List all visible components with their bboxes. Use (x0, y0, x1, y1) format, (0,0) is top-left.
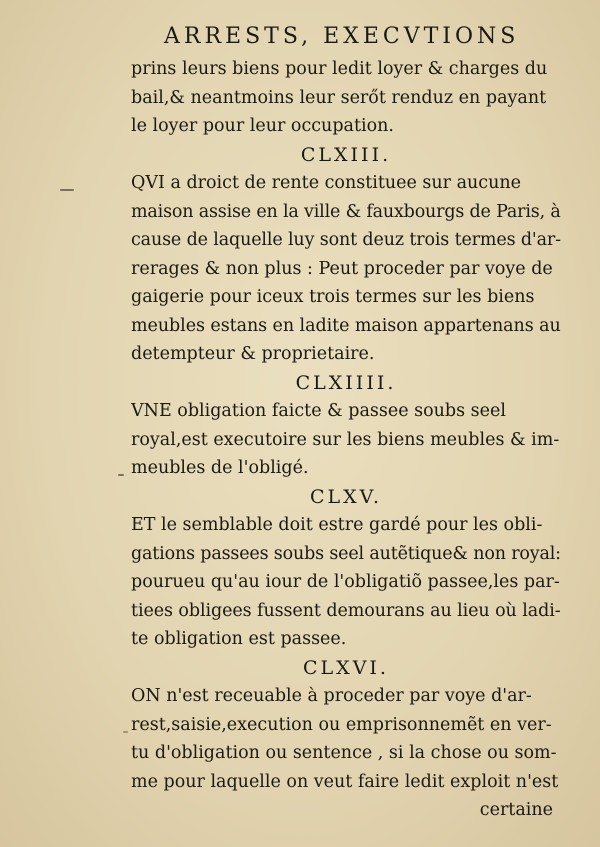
margin-mark (60, 189, 74, 191)
text-line: detempteur & proprietaire. (131, 344, 375, 364)
text-line: meubles de l'obligé. (131, 458, 309, 478)
margin-mark (123, 731, 128, 733)
text-line: royal,est executoire sur les biens meubles & im- (131, 429, 560, 450)
text-line: me pour laquelle on veut faire ledit exploit n'est (131, 771, 559, 792)
text-line: tiees obligees fussent demourans au lieu où ladi- (131, 600, 561, 621)
text-line: meubles estans en ladite maison appartenans au (131, 315, 561, 336)
text-line: ET le semblable doit estre gardé pour les obli- (131, 515, 543, 535)
body-text (131, 55, 561, 825)
text-line: gaigerie pour iceux trois termes sur les biens (131, 287, 535, 307)
text-line: prins leurs biens pour ledit loyer & charges du (131, 59, 548, 79)
text-line: cause de laquelle luy sont deuz trois termes d'ar- (131, 230, 561, 250)
text-line: te obligation est passee. (131, 629, 347, 649)
text-line: pourueu qu'au iour de l'obligatiõ passee,les par- (131, 572, 560, 592)
text-line: le loyer pour leur occupation. (131, 116, 394, 136)
section-heading: CLXV. (309, 485, 383, 508)
section-heading: CLXVI. (303, 656, 389, 679)
margin-mark (118, 474, 124, 476)
catchword: certaine (479, 800, 553, 820)
running-head: ARRESTS, EXECVTIONS (164, 24, 520, 49)
text-line: tu d'obligation ou sentence , si la chose ou som- (131, 743, 557, 763)
section-heading: CLXIIII. (295, 371, 397, 394)
text-line: bail,& neantmoins leur serőt renduz en payant (131, 87, 547, 108)
text-line: maison assise en la ville & fauxbourgs de Paris, à (131, 201, 561, 222)
text-line: VNE obligation faicte & passee soubs seel (131, 401, 506, 421)
text-line: rest,saisie,execution ou emprisonnemẽt en ver- (131, 714, 552, 735)
text-line: ON n'est receuable à proceder par voye d'ar- (131, 686, 532, 706)
section-heading: CLXIII. (300, 143, 392, 166)
text-line: gations passees soubs seel autẽtique& non royal: (131, 543, 561, 564)
text-line: rerages & non plus : Peut proceder par voye de (131, 258, 553, 279)
text-line: QVI a droict de rente constituee sur aucune (131, 173, 521, 193)
